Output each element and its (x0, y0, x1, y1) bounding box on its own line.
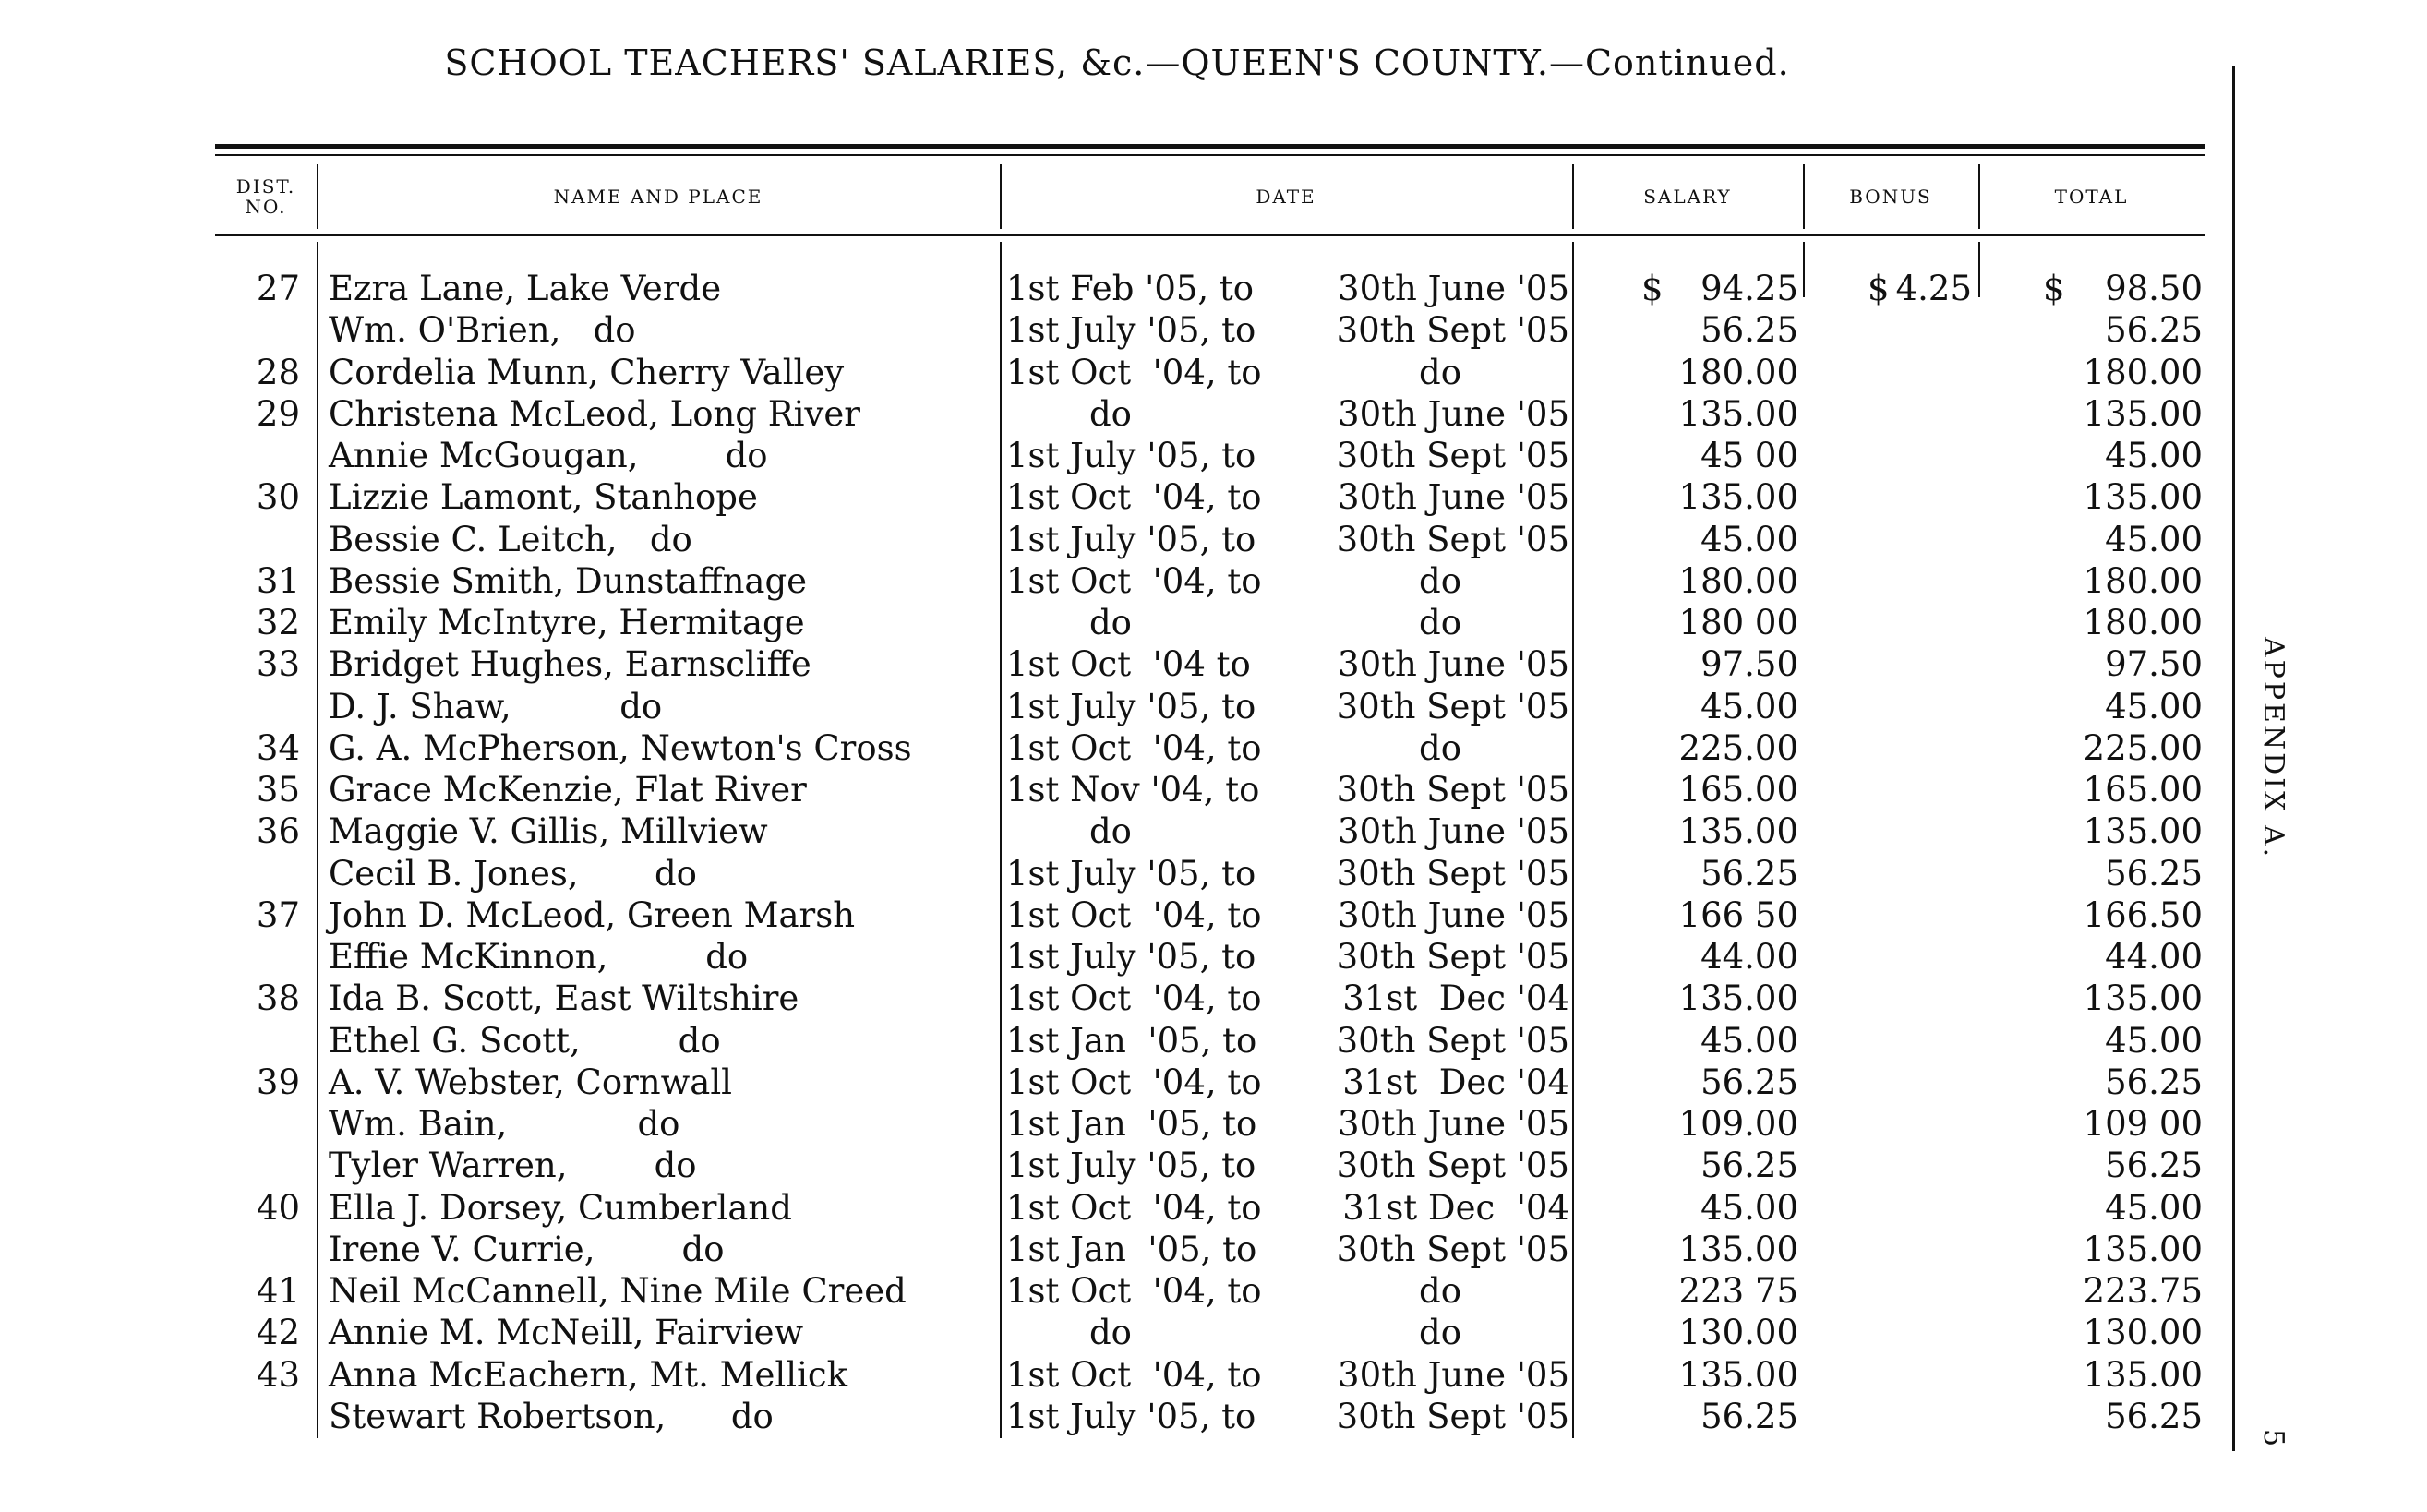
dist-no-cell: 31 (256, 560, 300, 601)
name-place-cell: Ezra Lane, Lake Verde (329, 269, 722, 308)
date-to-cell: 30th June '05 (1338, 269, 1569, 308)
name-place-cell: Irene V. Currie, do (329, 1229, 725, 1269)
name-place-cell: Effie McKinnon, do (329, 937, 749, 977)
table-row (0, 393, 2234, 435)
salary-cell: 135.00 (1678, 393, 1798, 434)
table-row (0, 1103, 2234, 1145)
total-cell: 135.00 (2083, 811, 2203, 852)
total-dollar-sign: $ (2043, 269, 2065, 308)
salary-cell: 180.00 (1678, 352, 1798, 392)
header-rule-thin (215, 154, 2205, 156)
table-row (0, 519, 2234, 560)
name-place-cell: Christena McLeod, Long River (329, 393, 860, 434)
table-row (0, 727, 2234, 769)
date-to-cell: do (1419, 560, 1461, 601)
header-name-place: NAME AND PLACE (553, 186, 763, 208)
date-from-cell: do (1089, 1313, 1132, 1353)
table-row (0, 686, 2234, 727)
date-from-cell: 1st Oct '04, to (1006, 1354, 1262, 1395)
salary-cell: 45.00 (1700, 519, 1798, 559)
header-divider (1978, 164, 1980, 229)
name-place-cell: A. V. Webster, Cornwall (329, 1062, 733, 1102)
dist-no-cell: 32 (256, 603, 300, 642)
total-cell: 109 00 (2083, 1104, 2203, 1144)
date-to-cell: 30th Sept '05 (1336, 853, 1569, 894)
table-row (0, 1354, 2234, 1396)
name-place-cell: Ella J. Dorsey, Cumberland (329, 1187, 792, 1228)
salary-cell: 225.00 (1678, 727, 1798, 768)
date-to-cell: 30th June '05 (1338, 1354, 1569, 1395)
date-from-cell: 1st Feb '05, to (1006, 269, 1255, 308)
header-rule-thick (215, 144, 2205, 149)
date-to-cell: 31st Dec '04 (1342, 1062, 1569, 1102)
date-to-cell: 30th Sept '05 (1336, 1020, 1569, 1061)
page-number: 5 (2257, 1429, 2289, 1447)
date-from-cell: 1st Oct '04, to (1006, 477, 1262, 518)
salary-cell: 45.00 (1700, 1020, 1798, 1061)
header-total: TOTAL (2054, 186, 2129, 208)
total-cell: 56.25 (2105, 853, 2203, 894)
page-title: SCHOOL TEACHERS' SALARIES, &c.—QUEEN'S COUNTY.—Continued. (444, 42, 1790, 83)
table-row (0, 978, 2234, 1019)
salary-cell: 97.50 (1700, 644, 1798, 685)
total-cell: 98.50 (2105, 269, 2203, 308)
bonus-dollar-sign: $ (1868, 269, 1890, 308)
table-row (0, 352, 2234, 393)
date-from-cell: do (1089, 811, 1132, 852)
name-place-cell: Ida B. Scott, East Wiltshire (329, 978, 799, 1019)
salary-cell: 94.25 (1700, 269, 1798, 308)
date-from-cell: 1st Oct '04, to (1006, 560, 1262, 601)
table-row (0, 1145, 2234, 1186)
table-row (0, 810, 2234, 852)
table-row (0, 936, 2234, 978)
date-from-cell: 1st Oct '04, to (1006, 727, 1262, 768)
date-from-cell: 1st Nov '04, to (1006, 770, 1260, 810)
date-to-cell: 30th Sept '05 (1336, 519, 1569, 559)
date-from-cell: 1st July '05, to (1006, 937, 1256, 977)
table-row (0, 643, 2234, 685)
name-place-cell: Bessie C. Leitch, do (329, 519, 692, 559)
date-to-cell: 31st Dec '04 (1342, 1187, 1569, 1228)
table-row (0, 1187, 2234, 1229)
date-from-cell: 1st Oct '04 to (1006, 644, 1251, 685)
date-to-cell: 30th Sept '05 (1336, 310, 1569, 351)
name-place-cell: Maggie V. Gillis, Millview (329, 811, 768, 852)
header-salary: SALARY (1643, 186, 1732, 208)
salary-cell: 130.00 (1678, 1313, 1798, 1353)
header-bonus: BONUS (1849, 186, 1932, 208)
name-place-cell: Cordelia Munn, Cherry Valley (329, 352, 845, 392)
date-from-cell: 1st July '05, to (1006, 519, 1256, 559)
total-cell: 135.00 (2083, 393, 2203, 434)
dist-no-cell: 36 (256, 811, 300, 852)
table-row (0, 476, 2234, 518)
total-cell: 97.50 (2105, 644, 2203, 685)
date-to-cell: 31st Dec '04 (1342, 978, 1569, 1019)
date-from-cell: 1st Oct '04, to (1006, 1271, 1262, 1311)
date-from-cell: 1st Oct '04, to (1006, 352, 1262, 392)
table-row (0, 309, 2234, 351)
date-to-cell: 30th Sept '05 (1336, 436, 1569, 475)
date-from-cell: do (1089, 603, 1132, 642)
name-place-cell: Wm. Bain, do (329, 1104, 680, 1144)
date-from-cell: 1st Oct '04, to (1006, 894, 1262, 935)
date-from-cell: 1st Oct '04, to (1006, 1187, 1262, 1228)
date-from-cell: 1st Jan '05, to (1006, 1020, 1257, 1061)
date-to-cell: do (1419, 1271, 1461, 1311)
column-header-rule (215, 234, 2205, 236)
salary-cell: 56.25 (1700, 1146, 1798, 1186)
salary-cell: 180 00 (1678, 603, 1798, 642)
bonus-cell: 4.25 (1895, 269, 1972, 308)
name-place-cell: Ethel G. Scott, do (329, 1020, 721, 1061)
header-divider (1572, 164, 1574, 229)
header-divider (1000, 164, 1002, 229)
table-row (0, 1229, 2234, 1270)
total-cell: 166.50 (2083, 894, 2203, 935)
dist-no-cell: 40 (256, 1187, 300, 1228)
date-to-cell: do (1419, 352, 1461, 392)
dist-no-cell: 29 (256, 393, 300, 434)
date-from-cell: 1st July '05, to (1006, 686, 1256, 726)
date-to-cell: do (1419, 1313, 1461, 1353)
salary-cell: 135.00 (1678, 978, 1798, 1019)
total-cell: 56.25 (2105, 1062, 2203, 1102)
table-row (0, 268, 2234, 309)
table-row (0, 1062, 2234, 1103)
dist-no-cell: 30 (256, 477, 300, 518)
total-cell: 135.00 (2083, 978, 2203, 1019)
dist-no-cell: 42 (256, 1313, 300, 1353)
table-row (0, 769, 2234, 810)
total-cell: 45.00 (2105, 436, 2203, 475)
table-row (0, 1396, 2234, 1437)
date-from-cell: 1st Oct '04, to (1006, 1062, 1262, 1102)
table-row (0, 1020, 2234, 1062)
dist-no-cell: 39 (256, 1062, 300, 1102)
date-to-cell: 30th June '05 (1338, 811, 1569, 852)
name-place-cell: Annie M. McNeill, Fairview (329, 1313, 804, 1353)
total-cell: 45.00 (2105, 686, 2203, 726)
dist-no-cell: 27 (256, 269, 300, 308)
dist-no-cell: 37 (256, 894, 300, 935)
name-place-cell: Grace McKenzie, Flat River (329, 770, 807, 810)
total-cell: 45.00 (2105, 1020, 2203, 1061)
salary-cell: 223 75 (1678, 1271, 1798, 1311)
dist-no-cell: 35 (256, 770, 300, 810)
name-place-cell: Cecil B. Jones, do (329, 853, 697, 894)
total-cell: 56.25 (2105, 1146, 2203, 1186)
total-cell: 45.00 (2105, 519, 2203, 559)
date-from-cell: 1st July '05, to (1006, 436, 1256, 475)
salary-cell: 56.25 (1700, 310, 1798, 351)
dist-no-cell: 43 (256, 1354, 300, 1395)
date-to-cell: 30th Sept '05 (1336, 1396, 1569, 1436)
name-place-cell: Stewart Robertson, do (329, 1396, 774, 1436)
date-from-cell: 1st July '05, to (1006, 853, 1256, 894)
total-cell: 135.00 (2083, 1229, 2203, 1269)
date-to-cell: 30th Sept '05 (1336, 686, 1569, 726)
total-cell: 180.00 (2083, 352, 2203, 392)
salary-cell: 56.25 (1700, 853, 1798, 894)
header-date: DATE (1256, 186, 1316, 208)
name-place-cell: Lizzie Lamont, Stanhope (329, 477, 758, 518)
date-to-cell: 30th Sept '05 (1336, 1146, 1569, 1186)
date-from-cell: 1st July '05, to (1006, 1146, 1256, 1186)
name-place-cell: Emily McIntyre, Hermitage (329, 603, 805, 642)
salary-cell: 135.00 (1678, 477, 1798, 518)
table-row (0, 435, 2234, 476)
name-place-cell: Annie McGougan, do (329, 436, 768, 475)
total-cell: 135.00 (2083, 477, 2203, 518)
date-to-cell: 30th June '05 (1338, 477, 1569, 518)
salary-table-body (0, 268, 2234, 1437)
total-cell: 180.00 (2083, 603, 2203, 642)
dist-no-cell: 34 (256, 727, 300, 768)
date-from-cell: 1st Oct '04, to (1006, 978, 1262, 1019)
date-from-cell: 1st Jan '05, to (1006, 1104, 1257, 1144)
total-cell: 44.00 (2105, 937, 2203, 977)
dist-no-cell: 33 (256, 644, 300, 685)
salary-cell: 135.00 (1678, 811, 1798, 852)
salary-cell: 56.25 (1700, 1062, 1798, 1102)
date-to-cell: do (1419, 603, 1461, 642)
salary-cell: 135.00 (1678, 1229, 1798, 1269)
dist-no-cell: 41 (256, 1271, 300, 1311)
date-from-cell: 1st Jan '05, to (1006, 1229, 1257, 1269)
salary-cell: 109.00 (1678, 1104, 1798, 1144)
date-to-cell: 30th June '05 (1338, 393, 1569, 434)
salary-cell: 180.00 (1678, 560, 1798, 601)
total-cell: 180.00 (2083, 560, 2203, 601)
salary-cell: 45.00 (1700, 1187, 1798, 1228)
table-row (0, 602, 2234, 643)
name-place-cell: D. J. Shaw, do (329, 686, 663, 726)
salary-cell: 44.00 (1700, 937, 1798, 977)
total-cell: 45.00 (2105, 1187, 2203, 1228)
header-divider (1803, 164, 1805, 229)
date-from-cell: 1st July '05, to (1006, 1396, 1256, 1436)
name-place-cell: Bessie Smith, Dunstaffnage (329, 560, 808, 601)
date-to-cell: 30th June '05 (1338, 1104, 1569, 1144)
total-cell: 56.25 (2105, 310, 2203, 351)
date-to-cell: 30th Sept '05 (1336, 1229, 1569, 1269)
total-cell: 135.00 (2083, 1354, 2203, 1395)
appendix-label: APPENDIX A. (2257, 637, 2289, 860)
total-cell: 130.00 (2083, 1313, 2203, 1353)
header-dist-no: DIST. NO. (235, 175, 296, 218)
name-place-cell: John D. McLeod, Green Marsh (329, 894, 856, 935)
date-to-cell: 30th Sept '05 (1336, 770, 1569, 810)
date-to-cell: 30th Sept '05 (1336, 937, 1569, 977)
table-row (0, 894, 2234, 936)
salary-cell: 45 00 (1700, 436, 1798, 475)
salary-cell: 166 50 (1678, 894, 1798, 935)
table-row (0, 853, 2234, 894)
total-cell: 223.75 (2083, 1271, 2203, 1311)
name-place-cell: Bridget Hughes, Earnscliffe (329, 644, 811, 685)
salary-cell: 56.25 (1700, 1396, 1798, 1436)
salary-dollar-sign: $ (1641, 269, 1664, 308)
table-row (0, 560, 2234, 602)
header-divider (317, 164, 318, 229)
name-place-cell: Tyler Warren, do (329, 1146, 697, 1186)
date-from-cell: 1st July '05, to (1006, 310, 1256, 351)
name-place-cell: Neil McCannell, Nine Mile Creed (329, 1271, 907, 1311)
dist-no-cell: 28 (256, 352, 300, 392)
salary-cell: 165.00 (1678, 770, 1798, 810)
page-edge-rule (2232, 66, 2235, 1451)
name-place-cell: Wm. O'Brien, do (329, 310, 636, 351)
table-row (0, 1312, 2234, 1353)
date-to-cell: 30th June '05 (1338, 644, 1569, 685)
name-place-cell: Anna McEachern, Mt. Mellick (329, 1354, 848, 1395)
date-from-cell: do (1089, 393, 1132, 434)
table-row (0, 1270, 2234, 1312)
name-place-cell: G. A. McPherson, Newton's Cross (329, 727, 912, 768)
salary-cell: 135.00 (1678, 1354, 1798, 1395)
date-to-cell: do (1419, 727, 1461, 768)
total-cell: 165.00 (2083, 770, 2203, 810)
total-cell: 225.00 (2083, 727, 2203, 768)
total-cell: 56.25 (2105, 1396, 2203, 1436)
date-to-cell: 30th June '05 (1338, 894, 1569, 935)
salary-cell: 45.00 (1700, 686, 1798, 726)
dist-no-cell: 38 (256, 978, 300, 1019)
